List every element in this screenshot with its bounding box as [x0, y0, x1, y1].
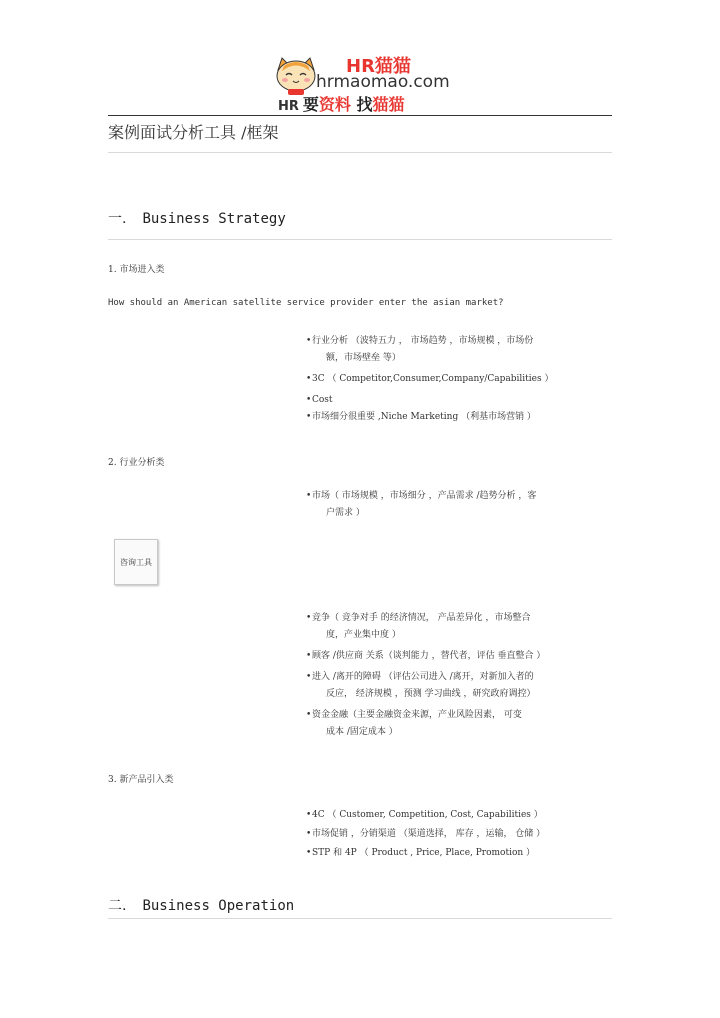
subsection-3-label: 3. 新产品引入类 — [108, 775, 174, 785]
list-item: • 进入 /离开的障碍 （评估公司进入 /离开，对新加入者的 反应， 经济规模 ，预测 学习曲线 ，研究政府调控） — [306, 672, 536, 699]
slogan-prefix: 要 — [302, 95, 319, 114]
section-1-number: 一. — [108, 211, 127, 227]
logo-slogan: HR 要资料 找猫猫 — [278, 95, 405, 114]
list-item: • 4C （ Customer, Competition, Cost, Capabilities ） — [306, 810, 543, 820]
list-item: • STP 和 4P （ Product , Price, Place, Promotion ） — [306, 848, 536, 858]
section-1-heading — [108, 208, 286, 228]
list-item: • Cost — [306, 395, 333, 405]
new-product-bullets — [306, 807, 606, 866]
section-1-rule — [108, 239, 612, 240]
section-2-title: Business Operation — [142, 898, 295, 914]
document-title: 案例面试分析工具 /框架 — [108, 123, 279, 142]
list-item: • 行业分析 （波特五力 ， 市场趋势 ，市场规模 ，市场份 额，市场壁垒 等） — [306, 336, 534, 363]
section-2-heading — [108, 895, 294, 915]
slogan-red-1: 资料 — [318, 95, 351, 114]
header-rule — [108, 115, 612, 116]
slogan-red-2: 猫猫 — [372, 95, 405, 114]
subsection-2-label: 2. 行业分析类 — [108, 458, 165, 468]
list-item: • 3C （ Competitor,Consumer,Company/Capabilities ） — [306, 374, 554, 384]
section-2-number: 二. — [108, 898, 127, 914]
title-rule — [108, 152, 612, 153]
list-item: • 顾客 /供应商 关系（谈判能力 ，替代者，评估 垂直整合 ） — [306, 651, 546, 661]
list-item: • 资金金融（主要金融资金来源，产业风险因素， 可变 成本 /固定成本 ） — [306, 710, 522, 737]
list-item: • 市场细分很重要 ,Niche Marketing （利基市场营销 ） — [306, 412, 536, 422]
section-1-title: Business Strategy — [142, 211, 286, 227]
cat-mascot-icon — [272, 56, 320, 96]
hrmaomao-logo — [272, 52, 448, 114]
logo-brand: HR猫猫 — [346, 56, 411, 77]
list-item: • 市场（ 市场规模 ，市场细分 ，产品需求 /趋势分析 ，客 户需求 ） — [306, 491, 537, 518]
section-2-rule — [108, 918, 612, 919]
case-question: How should an American satellite service provider enter the asian market? — [108, 298, 504, 308]
industry-bullets-a — [306, 488, 606, 526]
logo-site: hrmaomao.com — [316, 72, 450, 92]
consulting-tool-box: 咨询工具 — [114, 539, 158, 585]
slogan-mid: 找 — [356, 95, 373, 114]
list-item: • 竞争（ 竞争对手 的经济情况， 产品差异化 ，市场整合 度，产业集中度 ） — [306, 613, 531, 640]
industry-bullets-b — [306, 610, 606, 745]
market-entry-bullets — [306, 333, 606, 430]
subsection-1-label: 1. 市场进入类 — [108, 265, 165, 275]
list-item: • 市场促销 ，分销渠道 （渠道选择， 库存 ，运输， 仓储 ） — [306, 829, 546, 839]
